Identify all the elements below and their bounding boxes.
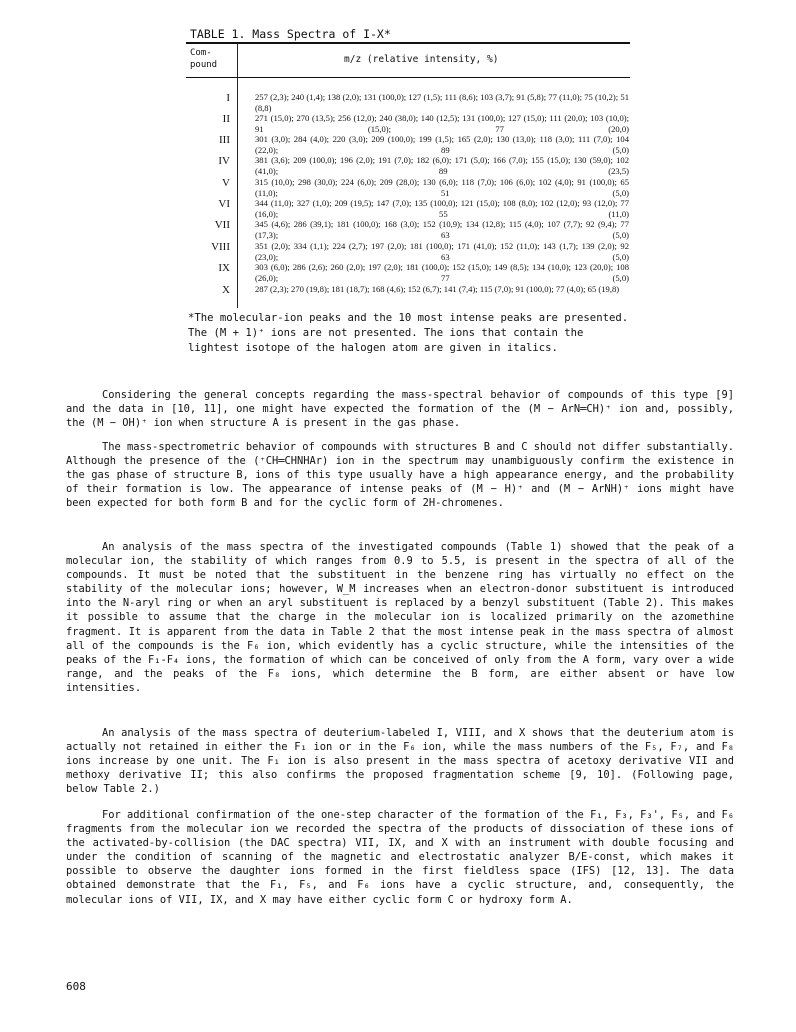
table-top-rule <box>186 42 630 44</box>
table-row-data: 271 (15,0); 270 (13,5); 256 (12,0); 240 (38,0); 140 (12,5); 131 (100,0); 127 (15,0); 111 (20,0); 103 (10,0); 91 (15,0); 77 (20,0) <box>255 113 629 134</box>
table-row-compound: VIII <box>211 241 230 253</box>
table-row-compound: VII <box>214 219 230 231</box>
table-row-data: 257 (2,3); 240 (1,4); 138 (2,0); 131 (100,0); 127 (1,5); 111 (8,6); 103 (3,7); 91 (5,8); 77 (11,0); 75 (10,2); 51 (8,8) <box>255 92 629 113</box>
table-row-compound: VI <box>218 198 230 210</box>
table-row-data: 315 (10,0); 298 (30,0); 224 (6,0); 209 (28,0); 130 (6,0); 118 (7,0); 106 (6,0); 102 (4,0); 91 (100,0); 65 (11,0); 51 (5,0) <box>255 177 629 198</box>
table-row-data: 351 (2,0); 334 (1,1); 224 (2,7); 197 (2,0); 181 (100,0); 171 (41,0); 152 (11,0); 143 (1,7); 139 (2,0); 92 (23,0); 63 (5,0) <box>255 241 629 262</box>
paragraph: An analysis of the mass spectra of the investigated compounds (Table 1) showed that the peak of a molecular ion, the stability of which ranges from 0.9 to 5.5, is present in the spectra of all of the compounds. It must be noted that the substituent in the benzene ring has virtually no effect on the stability of the molecular ions; however, W_M increases when an electron-donor substituent is introduced into the N-aryl ring or when an aryl substituent is replaced by a benzyl substituent (Table 2). This makes it possible to assume that the charge in the molecular ion is localized primarily on the azomethine fragment. It is apparent from the data in Table 2 that the most intense peak in the mass spectra of almost all of the compounds is the F₆ ion, which evidently has a cyclic structure, while the intensities of the peaks of the F₁-F₄ ions, the formation of which can be conceived of only from the A form, vary over a wide range, and the peaks of the F₈ ions, which determine the B form, are either absent or have low intensities. <box>66 541 734 694</box>
table-header-compound: Com- pound <box>190 48 218 70</box>
table-row-data: 303 (6,0); 286 (2,6); 260 (2,0); 197 (2,0); 181 (100,0); 152 (15,0); 149 (8,5); 134 (10,0); 123 (20,0); 108 (26,0); 77 (5,0) <box>255 262 629 283</box>
table-header-mz: m/z (relative intensity, %) <box>344 54 499 65</box>
table-footnote: *The molecular-ion peaks and the 10 most intense peaks are presented. The (M + 1)⁺ ions are not presented. The ions that contain the lightest isotope of the halogen atom are given in italics. <box>188 312 629 354</box>
paragraph: Considering the general concepts regarding the mass-spectral behavior of compounds of this type [9] and the data in [10, 11], one might have expected the formation of the (M − ArN═CH)⁺ ion and, possibly, the (M − OH)⁺ ion when structure A is present in the gas phase. <box>66 389 734 430</box>
paragraph: For additional confirmation of the one-step character of the formation of the F₁, F₃, F₃', F₅, and F₆ fragments from the molecular ion we recorded the spectra of the products of dissociation of these ions of the activated-by-collision (the DAC spectra) VII, IX, and X with an instrument with double focusing and under the condition of scanning of the magnetic and electrostatic analyzer B/E-const, which makes it possible to observe the daughter ions formed in the first fieldless space (IFS) [12, 13]. The data obtained demonstrate that the F₁, F₅, and F₆ ions have a cyclic structure, and, consequently, the molecular ions of VII, IX, and X may have either cyclic form C or hydroxy form A. <box>66 809 734 906</box>
table-row-compound: I <box>226 92 230 104</box>
table-row-data: 301 (3,0); 284 (4,0); 220 (3,0); 209 (100,0); 199 (1,5); 165 (2,0); 130 (13,0); 118 (3,0); 111 (7,0); 104 (22,0); 89 (5,0) <box>255 134 629 155</box>
table-row-compound: X <box>222 284 230 296</box>
table-row-data: 381 (3,6); 209 (100,0); 196 (2,0); 191 (7,0); 182 (6,0); 171 (5,0); 166 (7,0); 155 (15,0); 130 (59,0); 102 (41,0); 89 (23,5) <box>255 155 629 176</box>
table-row-data: 345 (4,6); 286 (39,1); 181 (100,0); 168 (3,0); 152 (10,9); 134 (12,8); 115 (4,0); 107 (7,7); 92 (9,4); 77 (17,3); 63 (5,0) <box>255 219 629 240</box>
page-number: 608 <box>66 980 86 993</box>
paragraph: An analysis of the mass spectra of deuterium-labeled I, VIII, and X shows that the deuterium atom is actually not retained in either the F₁ ion or in the F₆ ion, while the mass numbers of the F₅, F₇, and F₈ ions increase by one unit. The F₁ ion is also present in the mass spectra of acetoxy derivative VII and methoxy derivative II; this also confirms the proposed fragmentation scheme [9, 10]. (Following page, below Table 2.) <box>66 727 734 796</box>
table-header-rule <box>186 77 630 78</box>
table-row-compound: IV <box>218 155 230 167</box>
table-row-compound: IX <box>218 262 230 274</box>
table-row-data: 287 (2,3); 270 (19,8); 181 (18,7); 168 (4,6); 152 (6,7); 141 (7,4); 115 (7,0); 91 (100,0); 77 (4,0); 65 (19,8) <box>255 284 620 294</box>
table-title: TABLE 1. Mass Spectra of I-X* <box>190 27 391 41</box>
table-row-compound: II <box>222 113 230 125</box>
table-row-compound: V <box>222 177 230 189</box>
table-row-compound: III <box>219 134 230 146</box>
table-column-divider <box>237 43 238 308</box>
paragraph: The mass-spectrometric behavior of compounds with structures B and C should not differ substantially. Although the presence of the (⁺CH═CHNHAr) ion in the spectrum may unambiguously confirm the existence in the gas phase of structure B, ions of this type usually have a high appearance energy, and the probability of their formation is low. The appearance of intense peaks of (M − H)⁺ and (M − ArNH)⁺ ions might have been expected for both form B and for the cyclic form of 2H-chromenes. <box>66 441 734 510</box>
table-row-data: 344 (11,0); 327 (1,0); 209 (19,5); 147 (7,0); 135 (100,0); 121 (15,0); 108 (8,0); 102 (12,0); 93 (12,0); 77 (16,0); 55 (11,0) <box>255 198 629 219</box>
